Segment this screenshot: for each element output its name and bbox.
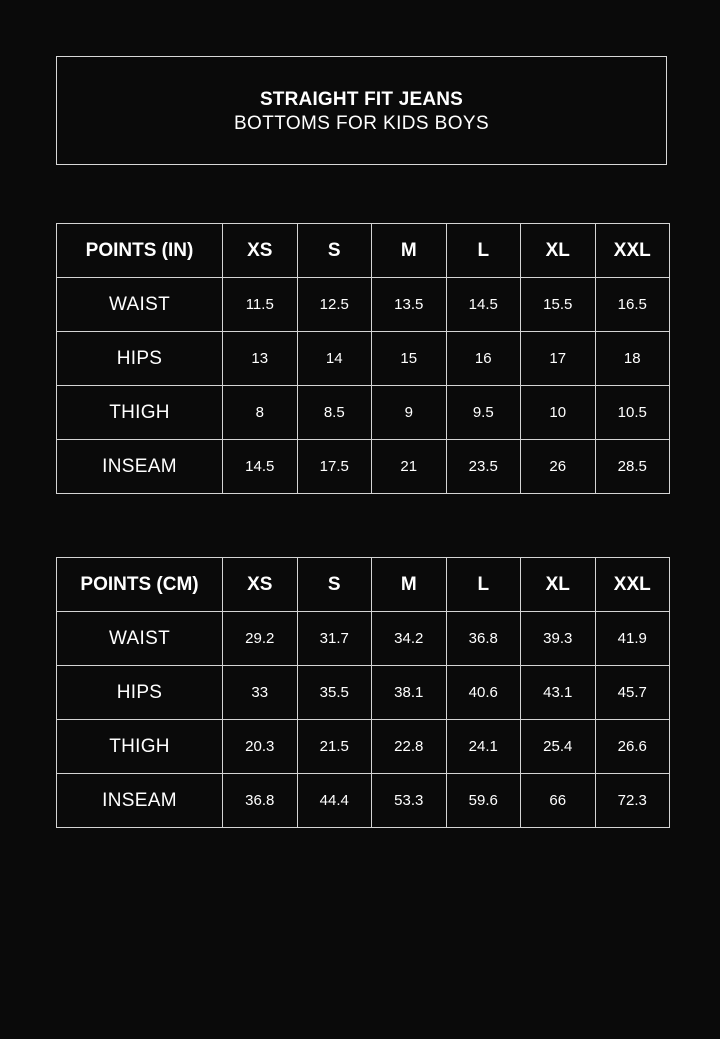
table-cell: 45.7 (595, 666, 670, 720)
table-cell: 23.5 (446, 440, 521, 494)
table-row (57, 440, 670, 494)
table-cell: 29.2 (223, 612, 298, 666)
points-header: POINTS (CM) (57, 558, 223, 612)
table-cell: 14.5 (223, 440, 298, 494)
row-label: THIGH (57, 386, 223, 440)
size-header: S (297, 224, 372, 278)
row-label: HIPS (57, 666, 223, 720)
chart-subtitle: BOTTOMS FOR KIDS BOYS (233, 113, 490, 134)
table-cell: 10 (521, 386, 596, 440)
size-header: XXL (595, 224, 670, 278)
table-cell: 43.1 (521, 666, 596, 720)
table-cell: 39.3 (521, 612, 596, 666)
table-cell: 14.5 (446, 278, 521, 332)
table-cell: 24.1 (446, 720, 521, 774)
points-header: POINTS (IN) (57, 224, 223, 278)
table-cell: 18 (595, 332, 670, 386)
table-row (57, 612, 670, 666)
table-cell: 36.8 (223, 774, 298, 828)
table-cell: 15 (372, 332, 447, 386)
table-cell: 34.2 (372, 612, 447, 666)
table-cell: 36.8 (446, 612, 521, 666)
row-label: INSEAM (57, 440, 223, 494)
table-cell: 44.4 (297, 774, 372, 828)
table-cell: 20.3 (223, 720, 298, 774)
table-cell: 13.5 (372, 278, 447, 332)
table-cell: 72.3 (595, 774, 670, 828)
size-header: XS (223, 558, 298, 612)
table-cell: 16 (446, 332, 521, 386)
size-header: XXL (595, 558, 670, 612)
table-cell: 8 (223, 386, 298, 440)
table-cell: 59.6 (446, 774, 521, 828)
table-cell: 66 (521, 774, 596, 828)
table-cell: 26 (521, 440, 596, 494)
size-header: S (297, 558, 372, 612)
size-header: L (446, 224, 521, 278)
table-cell: 25.4 (521, 720, 596, 774)
table-cell: 8.5 (297, 386, 372, 440)
size-table-centimeters (56, 557, 670, 828)
table-cell: 21.5 (297, 720, 372, 774)
row-label: THIGH (57, 720, 223, 774)
row-label: WAIST (57, 612, 223, 666)
row-label: WAIST (57, 278, 223, 332)
table-cell: 9.5 (446, 386, 521, 440)
table-cell: 21 (372, 440, 447, 494)
row-label: INSEAM (57, 774, 223, 828)
size-header: L (446, 558, 521, 612)
table-row (57, 720, 670, 774)
table-cell: 40.6 (446, 666, 521, 720)
table-cell: 28.5 (595, 440, 670, 494)
table-row (57, 666, 670, 720)
size-table-inches (56, 223, 670, 494)
row-label: HIPS (57, 332, 223, 386)
title-box (56, 56, 667, 165)
size-header: XS (223, 224, 298, 278)
chart-title: STRAIGHT FIT JEANS (259, 89, 464, 110)
size-header: XL (521, 224, 596, 278)
table-cell: 16.5 (595, 278, 670, 332)
table-cell: 38.1 (372, 666, 447, 720)
table-cell: 22.8 (372, 720, 447, 774)
table-cell: 13 (223, 332, 298, 386)
table-header-row (57, 558, 670, 612)
size-header: M (372, 224, 447, 278)
table-cell: 41.9 (595, 612, 670, 666)
size-header: M (372, 558, 447, 612)
table-cell: 9 (372, 386, 447, 440)
table-header-row (57, 224, 670, 278)
table-cell: 17 (521, 332, 596, 386)
table-cell: 11.5 (223, 278, 298, 332)
table-cell: 17.5 (297, 440, 372, 494)
table-cell: 26.6 (595, 720, 670, 774)
size-header: XL (521, 558, 596, 612)
table-cell: 53.3 (372, 774, 447, 828)
table-row (57, 332, 670, 386)
table-row (57, 278, 670, 332)
table-row (57, 386, 670, 440)
table-cell: 10.5 (595, 386, 670, 440)
table-cell: 35.5 (297, 666, 372, 720)
table-cell: 15.5 (521, 278, 596, 332)
table-cell: 14 (297, 332, 372, 386)
table-cell: 12.5 (297, 278, 372, 332)
table-cell: 33 (223, 666, 298, 720)
table-row (57, 774, 670, 828)
table-cell: 31.7 (297, 612, 372, 666)
